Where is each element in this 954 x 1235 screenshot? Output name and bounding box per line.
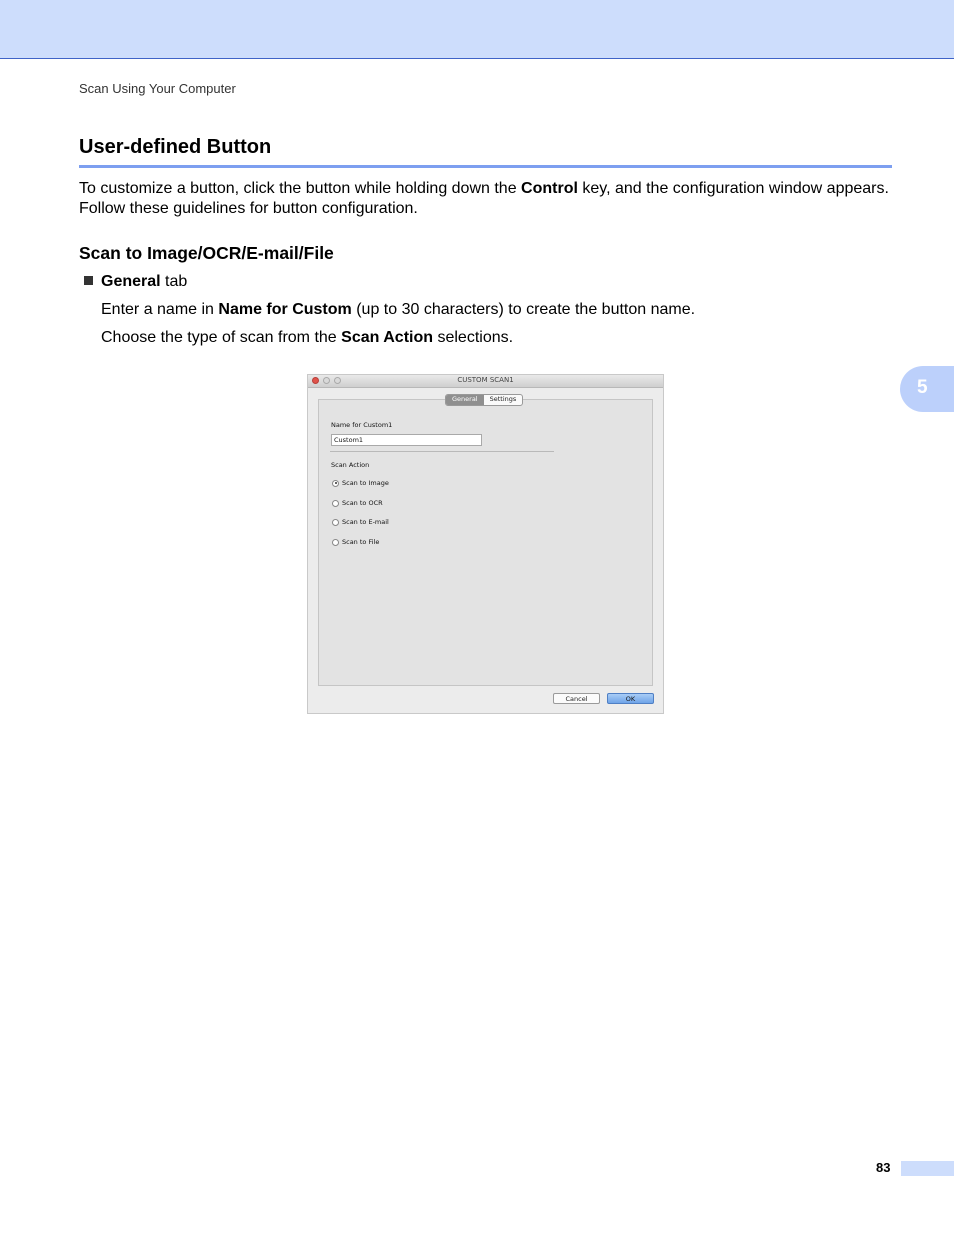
bullet-bold: General [101, 273, 161, 290]
custom-scan-dialog-screenshot [307, 374, 664, 714]
footer-band [901, 1161, 954, 1176]
radio-scan-to-email[interactable] [332, 518, 389, 526]
tab-bar [445, 394, 523, 406]
p1-bold: Name for Custom [218, 301, 352, 318]
radio-scan-to-ocr[interactable] [332, 499, 383, 507]
radio-unchecked-icon[interactable] [332, 500, 339, 507]
p1-text-b: (up to 30 characters) to create the button name. [351, 301, 696, 318]
header-band [0, 0, 954, 59]
cancel-button[interactable]: Cancel [553, 693, 600, 704]
radio-unchecked-icon[interactable] [332, 519, 339, 526]
p2-text-a: Choose the type of scan from the [101, 329, 342, 346]
paragraph-name-for-custom [101, 301, 695, 319]
chapter-number: 5 [917, 377, 928, 398]
name-for-custom-label: Name for Custom1 [331, 421, 393, 429]
radio-scan-to-file[interactable] [332, 538, 379, 546]
radio-label: Scan to E-mail [342, 518, 389, 526]
intro-text-2: key, and the configuration window appears. Follow these guidelines for button configuration. [79, 180, 889, 217]
dialog-titlebar [308, 375, 663, 388]
paragraph-scan-action [101, 329, 513, 347]
p1-text-a: Enter a name in [101, 301, 219, 318]
intro-paragraph [79, 179, 894, 219]
radio-label: Scan to File [342, 538, 380, 546]
tab-general[interactable]: General [446, 395, 484, 405]
title-rule [79, 165, 892, 168]
subsection-title: Scan to Image/OCR/E-mail/File [79, 243, 334, 263]
tab-settings[interactable]: Settings [489, 395, 517, 403]
radio-unchecked-icon[interactable] [332, 539, 339, 546]
ok-button[interactable]: OK [607, 693, 654, 704]
dialog-title: CUSTOM SCAN1 [457, 376, 514, 384]
bullet-rest: tab [160, 273, 188, 290]
divider [330, 451, 554, 452]
page-number: 83 [876, 1160, 891, 1175]
running-header: Scan Using Your Computer [79, 81, 236, 96]
radio-checked-icon[interactable] [332, 480, 339, 487]
intro-bold-control: Control [521, 180, 578, 197]
chapter-tab [900, 366, 954, 412]
radio-scan-to-image[interactable] [332, 479, 389, 487]
radio-label: Scan to Image [342, 479, 389, 487]
radio-label: Scan to OCR [342, 499, 383, 507]
p2-text-b: selections. [433, 329, 514, 346]
section-title: User-defined Button [79, 136, 272, 158]
name-for-custom-input[interactable]: Custom1 [331, 434, 482, 446]
bullet-square-icon [84, 276, 93, 285]
bullet-general-tab [84, 273, 187, 291]
scan-action-label: Scan Action [331, 461, 370, 469]
p2-bold: Scan Action [341, 329, 434, 346]
intro-text-1: To customize a button, click the button while holding down the [79, 180, 522, 197]
